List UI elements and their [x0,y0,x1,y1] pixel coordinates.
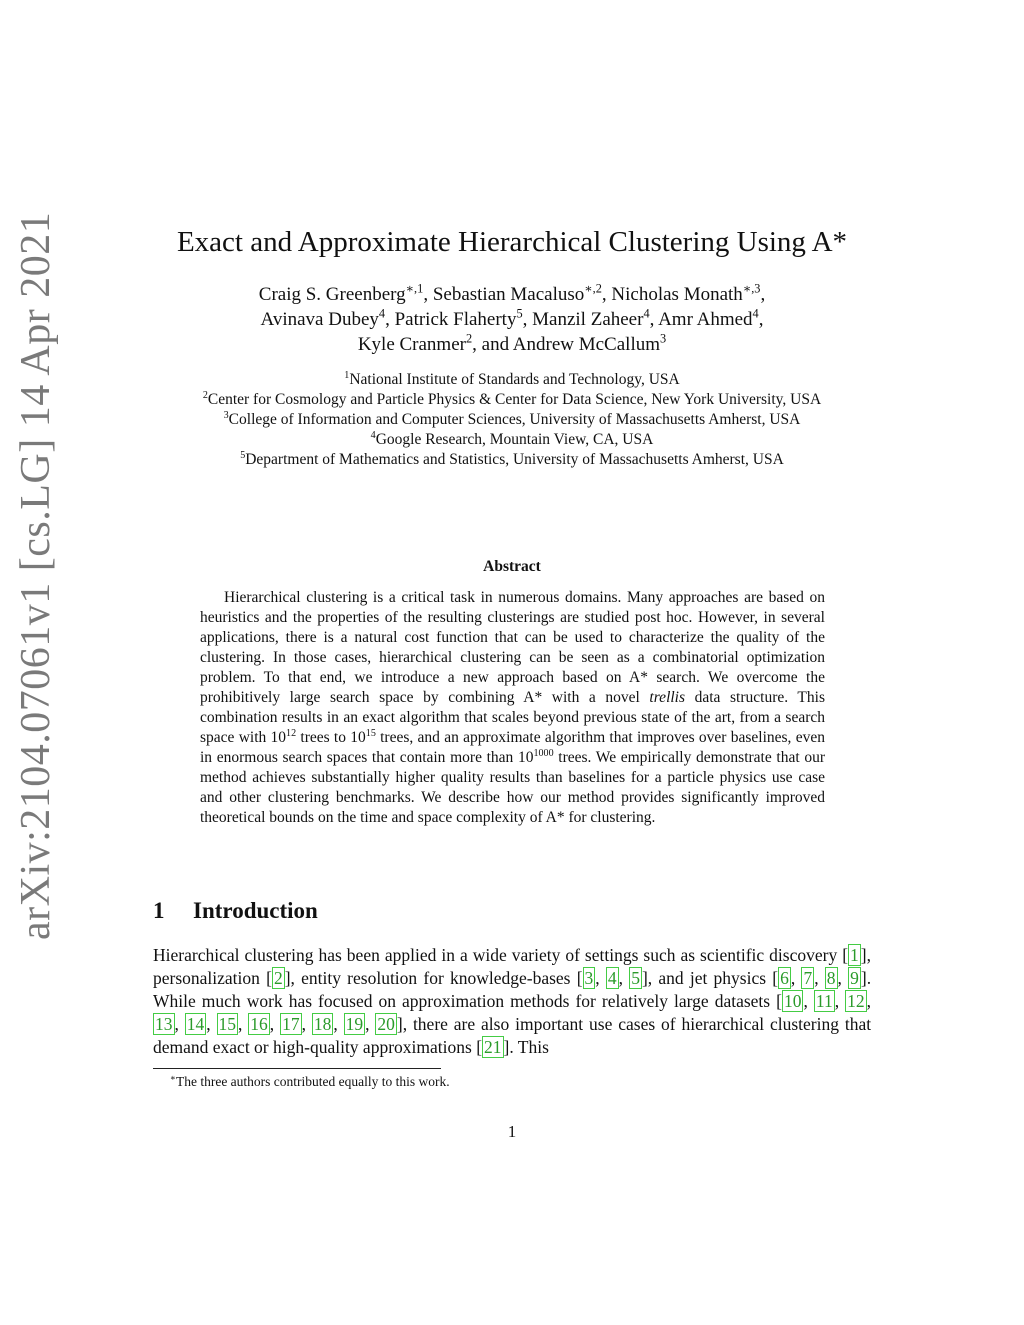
citation-link[interactable]: 19 [345,1014,364,1034]
introduction-paragraph: Hierarchical clustering has been applied in a wide variety of settings such as scientific discovery [ 1 ], personalization [ 2 ], entity resolution for knowledge-bases [ 3 , 4 , 5 ], and jet physics [ 6 , 7 , 8 , 9 ]. While much work has focused on approximation methods for relatively large datasets [ 10 , 11 , 12 , 13 , 14 , 15 , 16 , 17 , 18 , 19 , 20 ], there are also important use cases of hierarchical clustering that demand exact or high-quality approximations [ 21 ]. This [153,945,872,1057]
abstract-segment: Hierarchical clustering is a critical task in numerous domains. Many approaches are based on heuristics and the properties of the resulting clusterings are studied post hoc. However, in several applications, there is a natural cost function that can be used to characterize the quality of the clustering. In those cases, hierarchical clustering can be seen as a combinatorial optimization problem. To that end, we introduce a new approach based on A* search. We overcome the prohibitively large search space by combining A* with a novel [200,589,825,706]
citation-link[interactable]: 4 [607,968,617,988]
author-affiliation-mark: 3 [660,331,667,346]
affiliation [0,410,1024,430]
affiliation [0,450,1024,470]
intro-segment: , there are also important use cases of hierarchical clustering that demand exact or high-quality approximations [153,1014,872,1057]
intro-segment: . While much work has focused on approximation methods for relatively large datasets [153,968,872,1011]
affiliation-text: National Institute of Standards and Technology, USA [349,371,680,388]
intro-segment: , personalization [153,945,871,988]
author-affiliation-mark: 4 [643,306,650,321]
intro-segment: , entity resolution for knowledge-bases [290,968,577,988]
author-name: Nicholas Monath [611,284,743,305]
citation-link[interactable]: 13 [155,1014,173,1034]
abstract-segment: trees, and an approximate algorithm that improves over baselines, even in enormous search spaces that contain more than 10 [200,729,825,766]
author-separator: , [649,309,659,330]
author-separator: , [758,309,764,330]
author-name: Craig S. Greenberg [258,284,406,305]
author-line [0,282,1024,307]
arxiv-identifier-stamp: arXiv:2104.07061v1 [cs.LG] 14 Apr 2021 [13,211,59,940]
exponent: 15 [365,727,376,739]
exponent: 1000 [533,747,554,759]
abstract-segment: data structure. This combination results in an exact algorithm that scales beyond previous state of the art, from a search space with 10 [200,689,825,746]
abstract-trellis-term: trellis [649,689,686,706]
author-separator: , [385,309,395,330]
citation-link[interactable]: 16 [250,1014,268,1034]
paper-title: Exact and Approximate Hierarchical Clustering Using A* [176,226,848,258]
citation-link[interactable]: 21 [484,1037,502,1057]
author-list [0,282,1024,357]
page-number: 1 [507,1122,517,1141]
affiliation-number: 2 [202,389,208,401]
author-separator: , [601,284,612,305]
citation-link[interactable]: 18 [313,1014,332,1034]
author-affiliation-mark: 4 [378,306,386,321]
citation-link[interactable]: 2 [273,968,283,988]
citation-link[interactable]: 9 [850,968,859,988]
abstract-segment: trees. We empirically demonstrate that our method achieves substantially higher quality results than baselines for a particle physics use case and other clustering benchmarks. We describe how our method provides significantly improved theoretical bounds on the time and space complexity of A* for clustering. [200,749,825,826]
author-separator: , [423,284,433,305]
author-affiliation-mark: ∗,1 [405,281,424,296]
footnote-text: The three authors contributed equally to this work. [175,1074,450,1089]
abstract-segment: trees to 10 [296,729,366,746]
citation-link[interactable]: 3 [584,968,594,988]
exponent: 12 [286,727,297,739]
footnote [170,1073,450,1091]
author-name: Amr Ahmed [658,309,753,330]
intro-segment: . This [509,1037,549,1057]
affiliation-number: 4 [370,429,376,441]
author-affiliation-mark: ∗,3 [742,281,761,296]
affiliation-number: 3 [223,409,229,421]
author-line [0,332,1024,357]
author-name: Manzil Zaheer [532,309,644,330]
citation-link[interactable]: 7 [803,968,813,988]
affiliation [0,390,1024,410]
author-separator: , [522,309,533,330]
affiliation-list [0,370,1024,470]
author-affiliation-mark: 4 [752,306,759,321]
affiliation-number: 5 [240,449,246,461]
affiliation-text: Department of Mathematics and Statistics, University of Massachusetts Amherst, USA [245,451,784,468]
author-affiliation-mark: 2 [465,331,473,346]
author-name: Kyle Cranmer [357,334,466,355]
author-separator: , [760,284,766,305]
intro-segment: Hierarchical clustering has been applied in a wide variety of settings such as scientific discovery [153,945,843,965]
affiliation-text: College of Information and Computer Sciences, University of Massachusetts Amherst, USA [228,411,801,428]
author-name: Avinava Dubey [260,309,379,330]
citation-link[interactable]: 17 [282,1014,300,1034]
footnote-divider [153,1068,441,1069]
affiliation [0,430,1024,450]
author-line [0,307,1024,332]
citation-link[interactable]: 15 [218,1014,237,1034]
author-separator: , and [472,334,513,355]
footnote-mark: ∗ [170,1072,176,1083]
author-affiliation-mark: ∗,2 [584,281,602,296]
affiliation [0,370,1024,390]
section-number: 1 [153,898,165,923]
author-name: Patrick Flaherty [394,309,517,330]
citation-link[interactable]: 5 [631,968,640,988]
section-heading-introduction [153,898,318,924]
affiliation-text: Center for Cosmology and Particle Physics & Center for Data Science, New York University, USA [207,391,822,408]
author-affiliation-mark: 5 [516,306,523,321]
citation-link[interactable]: 14 [186,1014,205,1034]
citation-link[interactable]: 11 [815,991,833,1011]
author-name: Sebastian Macaluso [432,284,585,305]
citation-link[interactable]: 12 [847,991,865,1011]
abstract-heading: Abstract [483,558,541,575]
intro-segment: , and jet physics [647,968,773,988]
section-title: Introduction [193,898,318,923]
citation-link[interactable]: 10 [783,991,802,1011]
citation-link[interactable]: 8 [826,968,836,988]
citation-link[interactable]: 20 [377,1014,395,1034]
abstract-text [200,588,825,828]
citation-link[interactable]: 1 [850,945,859,965]
affiliation-number: 1 [344,369,350,381]
affiliation-text: Google Research, Mountain View, CA, USA [375,431,654,448]
citation-link[interactable]: 6 [780,968,789,988]
author-name: Andrew McCallum [512,334,661,355]
